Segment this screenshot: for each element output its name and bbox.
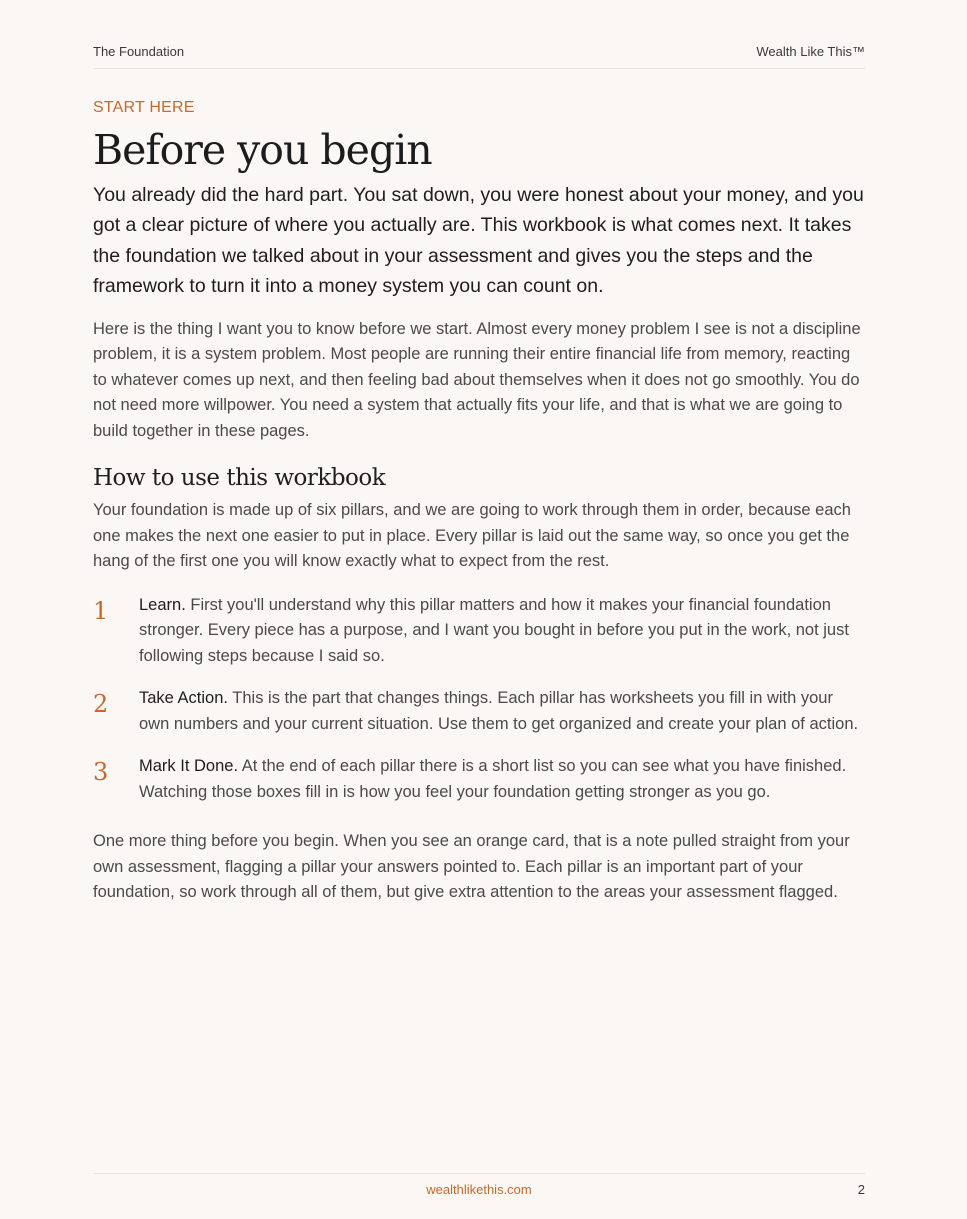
footer-divider [93,1173,865,1174]
eyebrow-label: START HERE [93,99,195,116]
step-number: 1 [93,596,109,625]
brand-name: Wealth Like This™ [756,44,865,59]
intro-paragraph: Here is the thing I want you to know before we start. Almost every money problem I see is not a discipline problem, it is a system problem. Most people are running their entire financial life from memory, reacting to whatever comes up next, and then feeling bad about themselves when it does not go smoothly. You do not need more willpower. You need a system that actually fits your life, and that is what we are going to build together in these pages. [93,319,861,440]
footer-url-text[interactable]: wealthlikethis.com [426,1182,532,1197]
lead-paragraph: You already did the hard part. You sat down, you were honest about your money, and you got a clear picture of where you actually are. This workbook is what comes next. It takes the foundation we talked about in your assessment and gives you the steps and the framework to turn it into a money system you can count on. [93,184,864,298]
step-item [93,754,865,805]
page-title: Before you begin [93,126,432,174]
step-body [139,754,865,805]
running-header [93,44,865,59]
step-text: This is the part that changes things. Each pillar has worksheets you fill in with your own numbers and your current situation. Use them to get organized and create your plan of action. [139,689,859,733]
section-name: The Foundation [93,44,185,59]
page-content [93,97,865,906]
page-number: 2 [857,1182,865,1197]
steps-list [93,593,865,806]
step-title: Mark It Done. [139,757,239,776]
closing-paragraph: One more thing before you begin. When you see an orange card, that is a note pulled straight from your own assessment, flagging a pillar your answers pointed to. Each pillar is an important part of your foundation, so work through all of them, but give extra attention to the areas your assessment flagged. [93,832,850,902]
step-number: 2 [93,690,109,719]
header-divider [93,68,865,69]
step-title: Take Action. [139,689,228,708]
section-heading: How to use this workbook [93,465,386,492]
step-number: 3 [93,758,109,787]
step-body [139,593,865,670]
step-text: At the end of each pillar there is a short list so you can see what you have finished. Watching those boxes fill in is how you feel your foundation getting stronger as you go. [139,757,847,801]
footer-website-link[interactable] [93,1182,865,1197]
step-item [93,593,865,670]
workbook-page [93,0,865,1219]
step-title: Learn. [139,595,186,614]
section-paragraph: Your foundation is made up of six pillars, and we are going to work through them in order, because each one makes the next one easier to put in place. Every pillar is laid out the same way, so once you get the hang of the first one you will know exactly what to expect from the rest. [93,501,851,571]
step-item [93,686,865,737]
step-text: First you'll understand why this pillar matters and how it makes your financial foundation stronger. Every piece has a purpose, and I want you bought in before you put in the work, not just following steps because I said so. [139,595,849,665]
step-body [139,686,865,737]
